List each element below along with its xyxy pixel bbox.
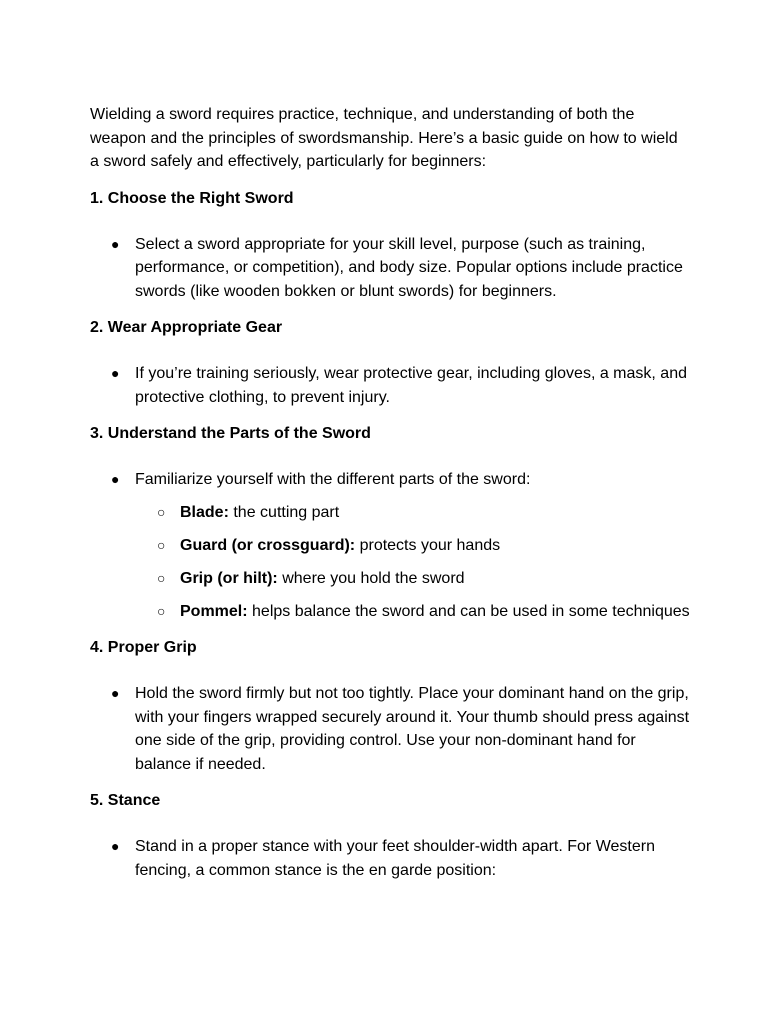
- sub-bullet-item: [90, 501, 690, 525]
- sub-bullet-item: [90, 534, 690, 558]
- bullet-list: [90, 682, 690, 776]
- bullet-list: [90, 233, 690, 304]
- bullet-item: [90, 468, 690, 623]
- sub-bullet-item: [90, 600, 690, 624]
- sub-bullet-list: [135, 501, 690, 624]
- bullet-list: [90, 362, 690, 409]
- section-heading-grip: 4. Proper Grip: [90, 639, 197, 656]
- section-heading-gear: 2. Wear Appropriate Gear: [90, 319, 283, 336]
- bullet-text: Familiarize yourself with the different parts of the sword:: [135, 471, 531, 488]
- term-description: the cutting part: [228, 503, 340, 521]
- term-grip: Grip (or hilt):: [180, 569, 278, 587]
- intro-paragraph: Wielding a sword requires practice, technique, and understanding of both the weapon and the principles of swordsmanship. Here’s a basic guide on how to wield a sword safely and effectively, particularly for beginners:: [90, 106, 678, 170]
- term-guard: Guard (or crossguard):: [180, 536, 356, 554]
- bullet-list: [90, 468, 690, 623]
- section-heading-stance: 5. Stance: [90, 792, 161, 809]
- term-pommel: Pommel:: [180, 602, 248, 620]
- document-page: [90, 103, 690, 895]
- bullet-item: ● Select a sword appropriate for your skill level, purpose (such as training, performance, or competition), and body size. Popular options include practice swords (like wooden bokken or blunt swords) for beginners.: [90, 233, 690, 304]
- section-heading-choose-sword: 1. Choose the Right Sword: [90, 189, 294, 207]
- term-description: where you hold the sword: [277, 569, 465, 587]
- bullet-item: ● Stand in a proper stance with your feet shoulder-width apart. For Western fencing, a common stance is the en garde position:: [90, 835, 690, 882]
- bullet-item: ● If you’re training seriously, wear protective gear, including gloves, a mask, and protective clothing, to prevent injury.: [90, 362, 690, 409]
- bullet-list: [90, 835, 690, 882]
- sub-bullet-item: [90, 567, 690, 591]
- bullet-item: ● Hold the sword firmly but not too tightly. Place your dominant hand on the grip, with your fingers wrapped securely around it. Your thumb should press against one side of the grip, providing control. Use your non-dominant hand for balance if needed.: [90, 682, 690, 776]
- term-description: helps balance the sword and can be used in some techniques: [247, 602, 690, 620]
- term-blade: Blade:: [180, 503, 229, 521]
- term-description: protects your hands: [355, 536, 501, 554]
- section-heading-parts: 3. Understand the Parts of the Sword: [90, 425, 371, 442]
